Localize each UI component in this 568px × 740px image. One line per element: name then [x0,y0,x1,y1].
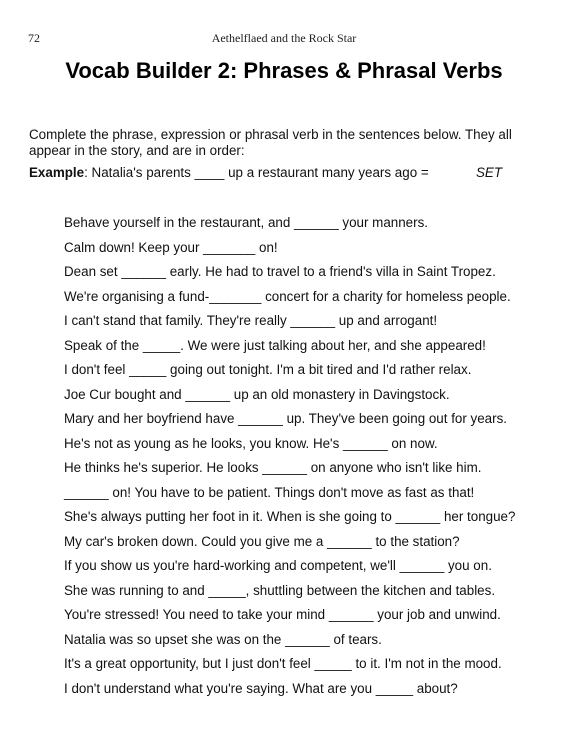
example-sentence: : Natalia's parents ____ up a restaurant many years ago = [84,165,429,180]
instructions [29,127,549,159]
item-sentence: Natalia was so upset she was on the ______ of tears. [64,631,382,647]
page-title: Vocab Builder 2: Phrases & Phrasal Verbs [65,58,503,83]
page-number: 72 [28,31,40,45]
example [29,165,549,180]
item-sentence: Joe Cur bought and ______ up an old monastery in Davingstock. [64,386,450,402]
item-sentence: He thinks he's superior. He looks ______ on anyone who isn't like him. [64,460,482,475]
instructions-line: Complete the phrase, expression or phrasal verb in the sentences below. They all [29,127,512,142]
example-label: Example [29,165,85,180]
item-sentence: I don't understand what you're saying. What are you _____ about? [64,680,458,696]
item-sentence: You're stressed! You need to take your mind ______ your job and unwind. [64,607,501,622]
item-sentence: I can't stand that family. They're really ______ up and arrogant! [64,313,438,328]
example-answer: SET [476,165,503,180]
item-sentence: Behave yourself in the restaurant, and ______ your manners. [64,215,429,230]
item-sentence: Mary and her boyfriend have ______ up. They've been going out for years. [64,411,508,426]
item-sentence: It's a great opportunity, but I just don't feel _____ to it. I'm not in the mood. [64,656,502,671]
item-sentence: We're organising a fund-_______ concert for a charity for homeless people. [64,288,511,304]
item-sentence: ______ on! You have to be patient. Things don't move as fast as that! [64,484,475,500]
item-sentence: He's not as young as he looks, you know. He's ______ on now. [64,435,438,451]
item-sentence: If you show us you're hard-working and competent, we'll ______ you on. [64,558,492,573]
item-sentence: I don't feel _____ going out tonight. I'm a bit tired and I'd rather relax. [64,362,472,377]
instructions-line: appear in the story, and are in order: [29,143,245,158]
item-sentence: She was running to and _____, shuttling between the kitchen and tables. [64,582,496,598]
item-sentence: Calm down! Keep your _______ on! [64,239,278,255]
item-sentence: She's always putting her foot in it. When is she going to ______ her tongue? [64,509,516,524]
item-sentence: Dean set ______ early. He had to travel to a friend's villa in Saint Tropez. [64,264,496,279]
running-header: Aethelflaed and the Rock Star [211,31,357,45]
item-sentence: My car's broken down. Could you give me a ______ to the station? [64,533,460,549]
item-sentence: Speak of the _____. We were just talking about her, and she appeared! [64,337,486,353]
